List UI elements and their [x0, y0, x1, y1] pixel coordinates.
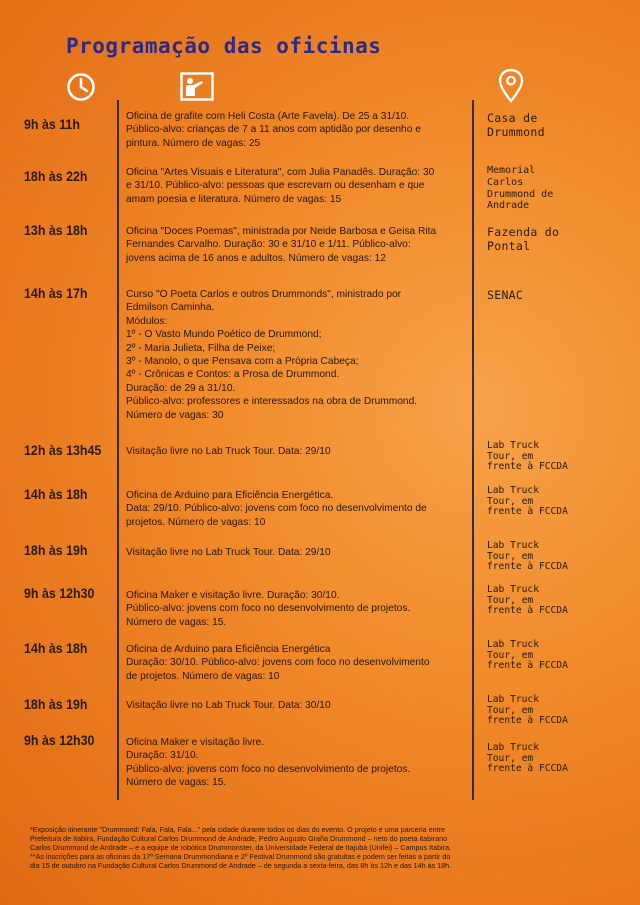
- session-description: Oficina de Arduino para Eficiência Energética. Data: 29/10. Público-alvo: jovens com foco no desenvolvimento de projetos. Número de vagas: 10: [126, 490, 427, 528]
- session-time: 14h às 18h: [24, 487, 88, 502]
- session-location: Fazenda do Pontal: [487, 225, 560, 253]
- session-description: Visitação livre no Lab Truck Tour. Data: 30/10: [126, 700, 331, 711]
- footnotes: *Exposição itinerante "Drummond: Fala, Fala, Fala..." pela cidade durante todos os dias do evento. O projeto é uma parceria entre Prefeitura de Itabira, Fundação Cultural Carlos Drummond de Andrade, Pedro Augusto Graña Drummond – neto do poeta itabirano Carlos Drummond de Andrade – e a equipe de robótica Drummonster, da Universidade Federal de Itajubá (Unifei) – Campus Itabira. **As inscrições para as oficinas da 17ª Semana Drummondiana e 2º Festival Drummond são gratuitas e podem ser feitas a partir do dia 15 de outubro na Fundação Cultural Carlos Drummond de Andrade – de segunda a sexta-feira, das 8h às 12h e das 14h às 18h.: [30, 825, 452, 870]
- session-location: Casa de Drummond: [487, 111, 545, 139]
- session-description: Curso "O Poeta Carlos e outros Drummonds", ministrado por Edmilson Caminha. Módulos: 1º - O Vasto Mundo Poético de Drummond; 2º - Maria Julieta, Filha de Peixe; 3º - Manolo, o que Pensava com a Própria Cabeça; 4º - Crônicas e Contos: a Prosa de Drummond. Duração: de 29 a 31/10. Público-alvo: professores e interessados na obra de Drummond. Número de vagas: 30: [126, 289, 418, 421]
- location-pin-icon: [498, 68, 524, 104]
- session-time: 18h às 19h: [24, 697, 88, 712]
- session-location: Lab Truck Tour, em frente à FCCDA: [487, 742, 568, 775]
- session-description: Oficina de grafite com Heli Costa (Arte Favela). De 25 a 31/10. Público-alvo: crianças de 7 a 11 anos com aptidão por desenho e pintura. Número de vagas: 25: [126, 111, 421, 149]
- session-time: 14h às 17h: [24, 286, 88, 301]
- session-time: 9h às 12h30: [24, 733, 95, 748]
- session-description: Visitação livre no Lab Truck Tour. Data: 29/10: [126, 446, 331, 457]
- session-location: Memorial Carlos Drummond de Andrade: [487, 165, 554, 212]
- teacher-board-icon: [180, 72, 214, 102]
- session-time: 9h às 11h: [24, 117, 80, 132]
- session-location: Lab Truck Tour, em frente à FCCDA: [487, 639, 568, 672]
- session-description: Oficina "Doces Poemas", ministrada por Neide Barbosa e Geisa Rita Fernandes Carvalho. Duração: 30 e 31/10 e 1/11. Público-alvo: jovens acima de 16 anos e adultos. Número de vagas: 12: [126, 226, 437, 264]
- session-location: Lab Truck Tour, em frente à FCCDA: [487, 485, 568, 518]
- session-time: 12h às 13h45: [24, 443, 102, 458]
- session-time: 14h às 18h: [24, 641, 88, 656]
- page-title: Programação das oficinas: [66, 34, 382, 58]
- clock-icon: [66, 72, 96, 102]
- session-description: Oficina de Arduino para Eficiência Energética Duração: 30/10. Público-alvo: jovens com foco no desenvolvimento de projetos. Número de vagas: 10: [126, 644, 430, 682]
- session-description: Oficina "Artes Visuais e Literatura", com Julia Panadês. Duração: 30 e 31/10. Público-alvo: pessoas que escrevam ou desenham e que amam poesia e literatura. Número de vagas: 15: [126, 167, 435, 205]
- session-description: Oficina Maker e visitação livre. Duração: 30/10. Público-alvo: jovens com foco no desenvolvimento de projetos. Número de vagas: 15.: [126, 590, 411, 628]
- session-location: Lab Truck Tour, em frente à FCCDA: [487, 584, 568, 617]
- session-description: Oficina Maker e visitação livre. Duração: 31/10. Público-alvo: jovens com foco no desenvolvimento de projetos. Número de vagas: 15.: [126, 737, 411, 789]
- session-location: Lab Truck Tour, em frente à FCCDA: [487, 694, 568, 727]
- session-time: 18h às 22h: [24, 169, 88, 184]
- session-description: Visitação livre no Lab Truck Tour. Data: 29/10: [126, 547, 331, 558]
- session-time: 18h às 19h: [24, 543, 88, 558]
- session-location: Lab Truck Tour, em frente à FCCDA: [487, 540, 568, 573]
- session-location: SENAC: [487, 288, 524, 302]
- divider-left: [117, 100, 119, 800]
- session-location: Lab Truck Tour, em frente à FCCDA: [487, 440, 568, 473]
- session-time: 9h às 12h30: [24, 586, 95, 601]
- session-time: 13h às 18h: [24, 223, 88, 238]
